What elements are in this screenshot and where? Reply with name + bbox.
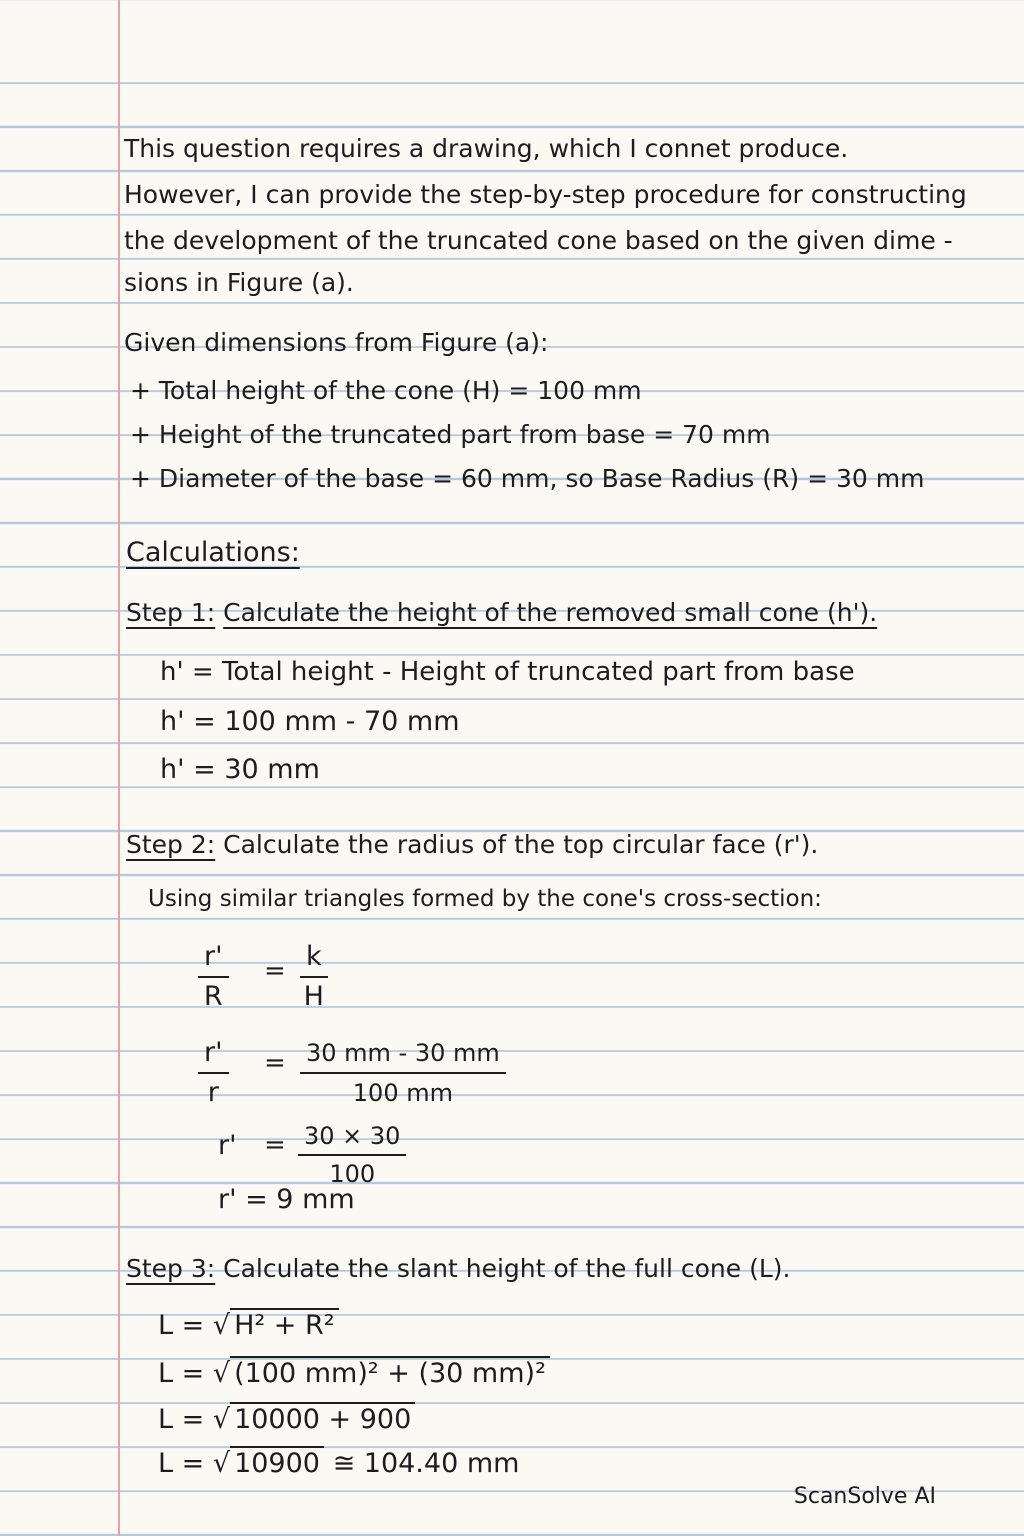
bullet-icon: + [130, 464, 151, 493]
equals-sign: = [264, 956, 286, 986]
bullet-icon: + [130, 376, 151, 405]
sqrt-radicand: H² + R² [230, 1308, 339, 1341]
sqrt-icon: √ [212, 1358, 231, 1389]
fraction-denominator: R [203, 981, 223, 1012]
step3-lhs: L = [158, 1310, 205, 1341]
fraction-numerator: k [300, 940, 328, 978]
sqrt-icon: √ [212, 1448, 231, 1479]
step1-line: h' = 30 mm [160, 754, 320, 785]
fraction-denominator: H [303, 981, 324, 1012]
step1-header [126, 598, 877, 628]
sqrt-radicand: 10000 + 900 [230, 1402, 415, 1435]
calculations-heading: Calculations: [126, 537, 300, 568]
step1-label: Step 1: [126, 598, 216, 627]
fraction-denominator: 100 mm [352, 1079, 453, 1107]
step3-lhs: L = [158, 1358, 205, 1389]
step3-label: Step 3: [126, 1254, 216, 1283]
watermark-text: ScanSolve AI [793, 1484, 936, 1509]
intro-line-4: sions in Figure (a). [124, 268, 354, 297]
step3-header [126, 1254, 790, 1284]
fraction-numerator: r' [198, 940, 229, 978]
sqrt-radicand: (100 mm)² + (30 mm)² [230, 1356, 550, 1389]
step2-label: Step 2: [126, 830, 216, 859]
step1-line: h' = 100 mm - 70 mm [160, 706, 460, 737]
given-heading: Given dimensions from Figure (a): [124, 328, 549, 357]
intro-line-2: However, I can provide the step-by-step procedure for constructing [124, 180, 967, 209]
sqrt-icon: √ [212, 1310, 231, 1341]
fraction-denominator: 100 [329, 1160, 376, 1188]
fraction-numerator: r' [198, 1036, 229, 1074]
fraction-product [298, 1120, 406, 1190]
margin-line [118, 0, 120, 1536]
step3-result: ≅ 104.40 mm [332, 1448, 520, 1479]
fraction-difference [300, 1036, 506, 1110]
step2-header [126, 830, 818, 860]
step1-title: Calculate the height of the removed small cone (h'). [223, 598, 878, 627]
step2-title: Calculate the radius of the top circular face (r'). [223, 830, 819, 859]
step3-title: Calculate the slant height of the full cone (L). [223, 1254, 791, 1283]
step3-line [158, 1358, 550, 1390]
given-item-text: Total height of the cone (H) = 100 mm [158, 376, 642, 405]
given-item [130, 376, 642, 406]
fraction-r-over-R [198, 940, 229, 1014]
sqrt-icon: √ [212, 1404, 231, 1435]
eq3-lhs: r' [218, 1130, 237, 1161]
step3-line [158, 1448, 519, 1480]
sqrt-radicand: 10900 [230, 1446, 324, 1479]
step3-lhs: L = [158, 1404, 205, 1435]
given-item [130, 420, 771, 450]
bullet-icon: + [130, 420, 151, 449]
eq4-result: r' = 9 mm [218, 1184, 355, 1215]
fraction-numerator: 30 × 30 [298, 1120, 406, 1156]
given-item-text: Height of the truncated part from base = 70 mm [158, 420, 771, 449]
intro-line-3: the development of the truncated cone based on the given dime - [124, 226, 953, 255]
step3-line [158, 1404, 415, 1436]
step3-lhs: L = [158, 1448, 205, 1479]
step1-line: h' = Total height - Height of truncated part from base [160, 657, 855, 687]
equals-sign: = [264, 1130, 286, 1160]
fraction-numerator: 30 mm - 30 mm [300, 1036, 506, 1074]
given-item-text: Diameter of the base = 60 mm, so Base Radius (R) = 30 mm [158, 464, 925, 493]
given-item [130, 464, 924, 494]
fraction-denominator: r [207, 1077, 219, 1108]
equals-sign: = [264, 1048, 286, 1078]
fraction-r-over-r [198, 1036, 229, 1110]
step3-line [158, 1310, 339, 1342]
intro-line-1: This question requires a drawing, which I connet produce. [124, 134, 849, 163]
fraction-k-over-H [300, 940, 328, 1014]
step2-intro: Using similar triangles formed by the cone's cross-section: [148, 886, 822, 912]
